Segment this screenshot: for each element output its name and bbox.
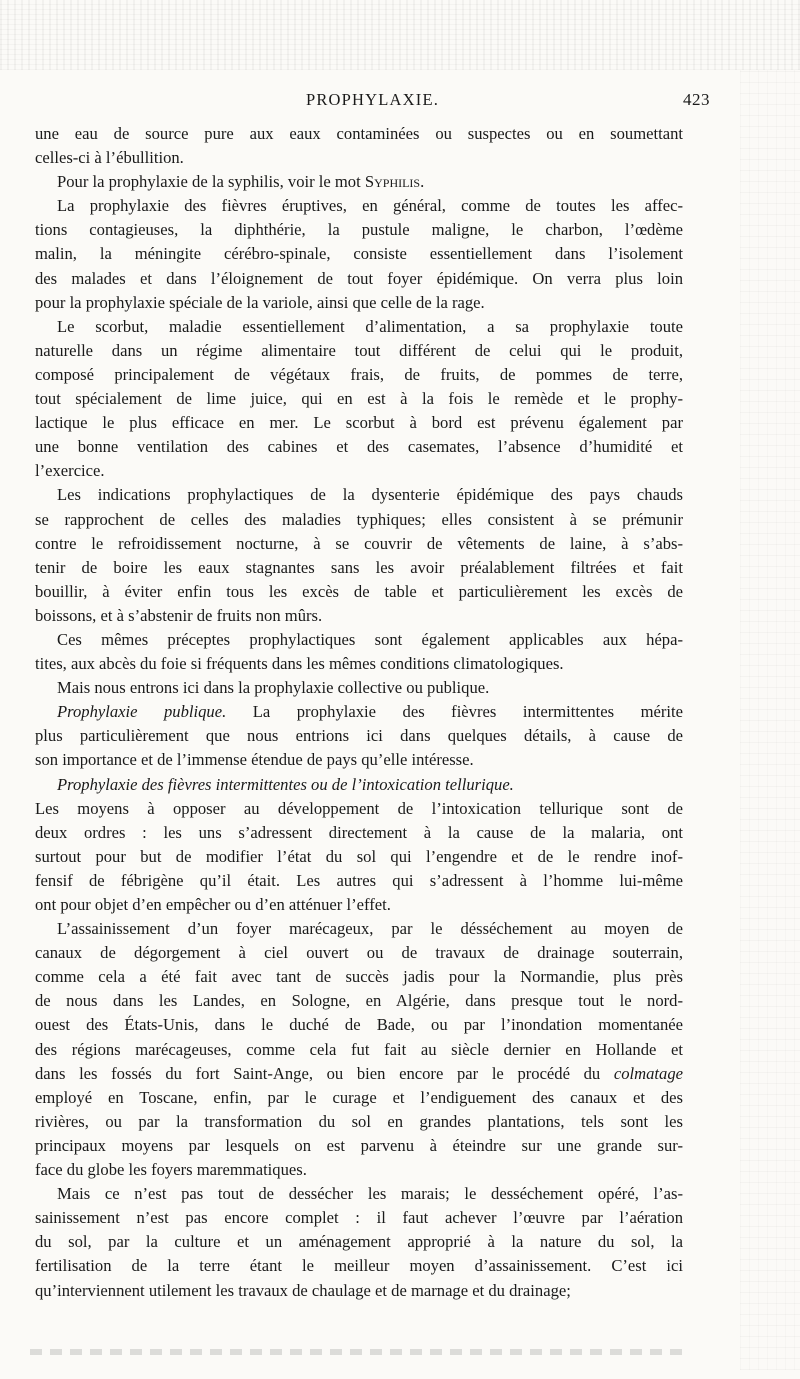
bleed-through-text: [30, 1349, 690, 1355]
text-line: [35, 869, 683, 893]
text-line: [35, 893, 683, 917]
text-run: canaux de dégorgement à ciel ouvert ou de travaux de drainage souterrain,: [35, 943, 683, 963]
text-line: [35, 411, 683, 435]
text-run: lactique le plus efficace en mer. Le scorbut à bord est prévenu également par: [35, 413, 683, 433]
text-line: [35, 1182, 683, 1206]
scan-noise-top: [0, 0, 800, 70]
text-line: [35, 387, 683, 411]
text-run: principaux moyens par lesquels on est parvenu à éteindre sur une grande sur-: [35, 1135, 683, 1155]
text-line: [35, 821, 683, 845]
text-line: [35, 291, 683, 315]
text-line: [35, 556, 683, 580]
text-line: [35, 1062, 683, 1086]
page-number: 423: [683, 90, 710, 109]
text-line: [35, 917, 683, 941]
small-caps-text: Syphilis.: [364, 172, 425, 192]
text-line: [35, 700, 683, 724]
text-run: contre le refroidissement nocturne, à se couvrir de vêtements de laine, à s’abs-: [35, 533, 683, 553]
text-run: sainissement n’est pas encore complet : il faut achever l’œuvre par l’aération: [35, 1208, 683, 1228]
text-run: Ces mêmes préceptes prophylactiques sont également applicables aux hépa-: [57, 629, 683, 649]
text-run: pour la prophylaxie spéciale de la variole, ainsi que celle de la rage.: [35, 292, 485, 312]
text-run: Mais nous entrons ici dans la prophylaxie collective ou publique.: [57, 678, 490, 698]
text-line: [35, 483, 683, 507]
text-line: [35, 459, 683, 483]
text-run: Pour la prophylaxie de la syphilis, voir le mot: [57, 172, 365, 192]
text-run: dans les fossés du fort Saint-Ange, ou bien encore par le procédé du: [35, 1063, 614, 1083]
text-line: [35, 1038, 683, 1062]
text-run: La prophylaxie des fièvres intermittentes mérite: [226, 702, 683, 722]
text-line: [35, 1206, 683, 1230]
text-line: [35, 532, 683, 556]
text-run: tenir de boire les eaux stagnantes sans les avoir préalablement filtrées et fait: [35, 557, 683, 577]
text-run: qu’interviennent utilement les travaux de chaulage et de marnage et du drainage;: [35, 1280, 571, 1300]
text-line: [35, 797, 683, 821]
page-header: [35, 90, 710, 114]
text-line: [35, 435, 683, 459]
text-line: [35, 242, 683, 266]
text-line: [35, 1230, 683, 1254]
text-line: [35, 363, 683, 387]
text-line: [35, 218, 683, 242]
text-run: L’assainissement d’un foyer marécageux, par le désséchement au moyen de: [57, 919, 683, 939]
text-run: son importance et de l’immense étendue de pays qu’elle intéresse.: [35, 750, 474, 770]
text-line: [35, 724, 683, 748]
text-line: [35, 1110, 683, 1134]
text-line: [35, 122, 683, 146]
italic-text: Prophylaxie publique.: [57, 702, 227, 722]
text-run: deux ordres : les uns s’adressent directement à la cause de la malaria, ont: [35, 822, 683, 842]
text-line: [35, 748, 683, 772]
text-run: se rapprochent de celles des maladies typhiques; elles consistent à se prémunir: [35, 509, 683, 529]
text-run: surtout pour but de modifier l’état du sol qui l’engendre et de le rendre inof-: [35, 846, 683, 866]
text-line: [35, 1279, 683, 1303]
text-line: [35, 628, 683, 652]
text-line: [35, 508, 683, 532]
text-run: Mais ce n’est pas tout de dessécher les marais; le desséchement opéré, l’as-: [57, 1184, 683, 1204]
text-line: [35, 1013, 683, 1037]
text-run: bouillir, à éviter enfin tous les excès de table et particulièrement les excès de: [35, 581, 683, 601]
text-line: [35, 580, 683, 604]
text-run: fensif de fébrigène qu’il était. Les autres qui s’adressent à l’homme lui-même: [35, 870, 683, 890]
text-run: composé principalement de végétaux frais, de fruits, de pommes de terre,: [35, 364, 683, 384]
text-line: [35, 1134, 683, 1158]
text-run: Les indications prophylactiques de la dysenterie épidémique des pays chauds: [57, 485, 683, 505]
text-run: face du globe les foyers maremmatiques.: [35, 1160, 307, 1180]
text-run: ont pour objet d’en empêcher ou d’en atténuer l’effet.: [35, 895, 391, 914]
text-line: [35, 170, 683, 194]
body-text: [35, 122, 683, 1303]
text-run: naturelle dans un régime alimentaire tout différent de celui qui le produit,: [35, 340, 683, 360]
text-line: [35, 989, 683, 1013]
text-run: une eau de source pure aux eaux contaminées ou suspectes ou en soumettant: [35, 124, 683, 143]
text-run: du sol, par la culture et un aménagement approprié à la nature du sol, la: [35, 1232, 683, 1252]
text-run: des régions marécageuses, comme cela fut fait au siècle dernier en Hollande et: [35, 1039, 683, 1059]
text-line: [35, 146, 683, 170]
text-line: [35, 1086, 683, 1110]
text-line: [35, 315, 683, 339]
text-line: [35, 339, 683, 363]
text-run: ouest des États-Unis, dans le duché de Bade, ou par l’inondation momentanée: [35, 1015, 683, 1035]
text-line: [35, 676, 683, 700]
text-line: [35, 845, 683, 869]
text-run: Le scorbut, maladie essentiellement d’alimentation, a sa prophylaxie toute: [57, 316, 683, 336]
text-run: tites, aux abcès du foie si fréquents dans les mêmes conditions climatologiques.: [35, 654, 564, 674]
text-run: comme cela a été fait avec tant de succès jadis pour la Normandie, plus près: [35, 967, 683, 987]
text-line: [35, 941, 683, 965]
scan-noise-right-margin: [740, 70, 800, 1370]
text-run: tions contagieuses, la diphthérie, la pustule maligne, le charbon, l’œdème: [35, 220, 683, 240]
text-run: boissons, et à s’abstenir de fruits non mûrs.: [35, 605, 323, 625]
text-run: malin, la méningite cérébro-spinale, consiste essentiellement dans l’isolement: [35, 244, 683, 264]
italic-text: Prophylaxie des fièvres intermittentes ou de l’intoxication tellurique.: [57, 774, 514, 794]
text-line: [35, 1158, 683, 1182]
text-run: l’exercice.: [35, 461, 105, 481]
text-run: rivières, ou par la transformation du sol en grandes plantations, tels sont les: [35, 1111, 683, 1131]
running-head: PROPHYLAXIE.: [305, 90, 440, 109]
text-line: [35, 604, 683, 628]
text-line: [35, 267, 683, 291]
text-run: des malades et dans l’éloignement de tout foyer épidémique. On verra plus loin: [35, 268, 683, 288]
text-line: [35, 773, 683, 797]
text-run: de nous dans les Landes, en Sologne, en Algérie, dans presque tout le nord-: [35, 991, 683, 1011]
text-line: [35, 1254, 683, 1278]
text-line: [35, 965, 683, 989]
text-run: tout spécialement de lime juice, qui en est à la fois le remède et le prophy-: [35, 389, 683, 409]
text-run: plus particulièrement que nous entrions ici dans quelques détails, à cause de: [35, 726, 683, 746]
text-line: [35, 194, 683, 218]
text-run: La prophylaxie des fièvres éruptives, en général, comme de toutes les affec-: [57, 196, 683, 216]
text-run: une bonne ventilation des cabines et des casemates, l’absence d’humidité et: [35, 437, 683, 457]
italic-text: colmatage: [613, 1063, 683, 1083]
text-run: Les moyens à opposer au développement de l’intoxication tellurique sont de: [35, 798, 683, 818]
text-run: employé en Toscane, enfin, par le curage et l’endiguement des canaux et des: [35, 1087, 683, 1107]
text-run: celles-ci à l’ébullition.: [35, 148, 184, 168]
text-run: fertilisation de la terre étant le meilleur moyen d’assainissement. C’est ici: [35, 1256, 683, 1276]
text-line: [35, 652, 683, 676]
